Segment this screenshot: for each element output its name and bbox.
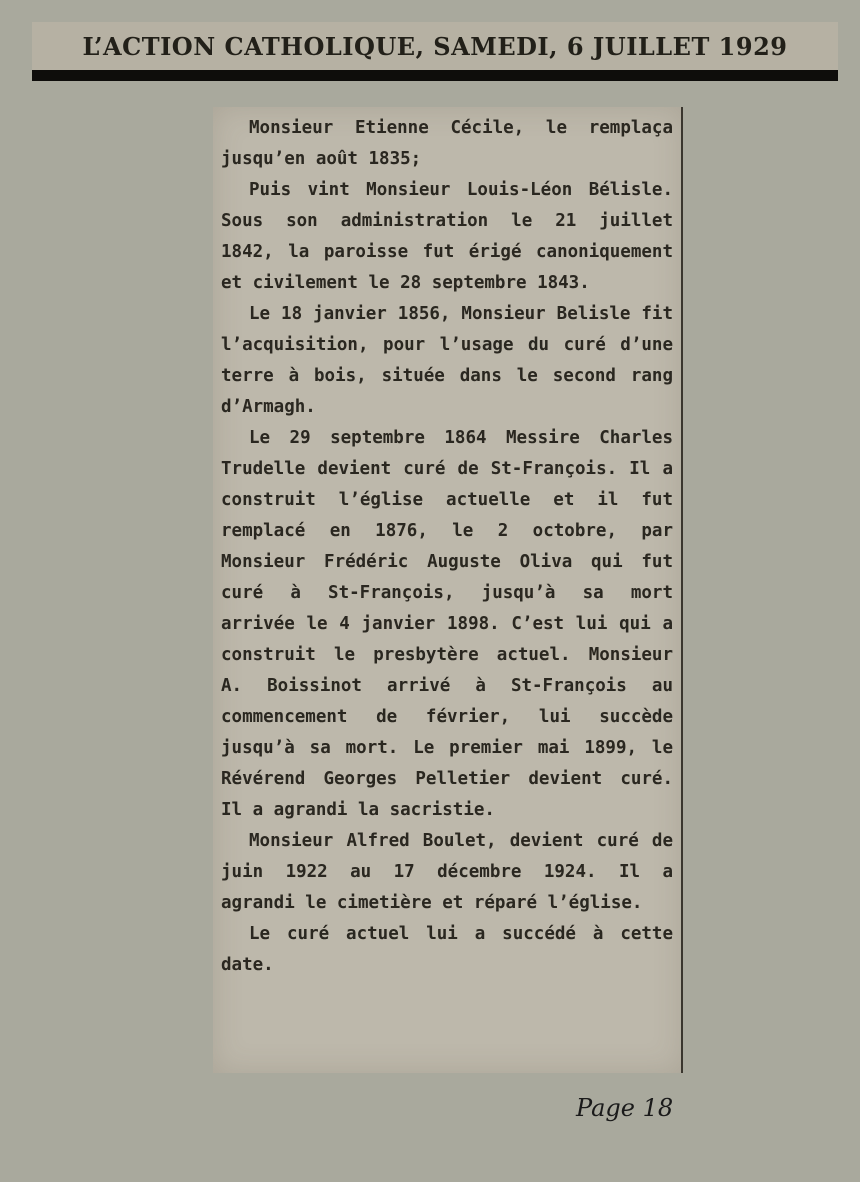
masthead (32, 22, 838, 70)
article-paragraph: Le curé actuel lui a succédé à cette date. (221, 924, 673, 975)
masthead-title: L’ACTION CATHOLIQUE, SAMEDI, 6 JUILLET 1929 (82, 32, 788, 61)
masthead-rule (32, 70, 838, 81)
article-paragraph: Monsieur Etienne Cécile, le remplaça jusqu’en août 1835; (221, 118, 673, 169)
article-paragraph: Le 29 septembre 1864 Messire Charles Trudelle devient curé de St-François. Il a construit l’église actuelle et il fut remplacé en 1876, le 2 octobre, par Monsieur Frédéric Auguste Oliva qui fut curé à St-François, jusqu’à sa mort arrivée le 4 janvier 1898. C’est lui qui a construit le presbytère actuel. Monsieur A. Boissinot arrivé à St-François au commencement de février, lui succède jusqu’à sa mort. Le premier mai 1899, le Révérend Georges Pelletier devient curé. Il a agrandi la sacristie. (221, 428, 673, 820)
article-paragraph: Monsieur Alfred Boulet, devient curé de juin 1922 au 17 décembre 1924. Il a agrandi le cimetière et réparé l’église. (221, 831, 673, 913)
article-paragraph: Puis vint Monsieur Louis-Léon Bélisle. Sous son administration le 21 juillet 1842, la paroisse fut érigé canoniquement et civilement le 28 septembre 1843. (221, 180, 673, 293)
column-rule (681, 107, 683, 1073)
newspaper-clipping (213, 107, 683, 1073)
page-number: Page 18 (576, 1094, 674, 1122)
article-body (221, 113, 673, 981)
article-paragraph: Le 18 janvier 1856, Monsieur Belisle fit l’acquisition, pour l’usage du curé d’une terre à bois, située dans le second rang d’Armagh. (221, 304, 673, 417)
